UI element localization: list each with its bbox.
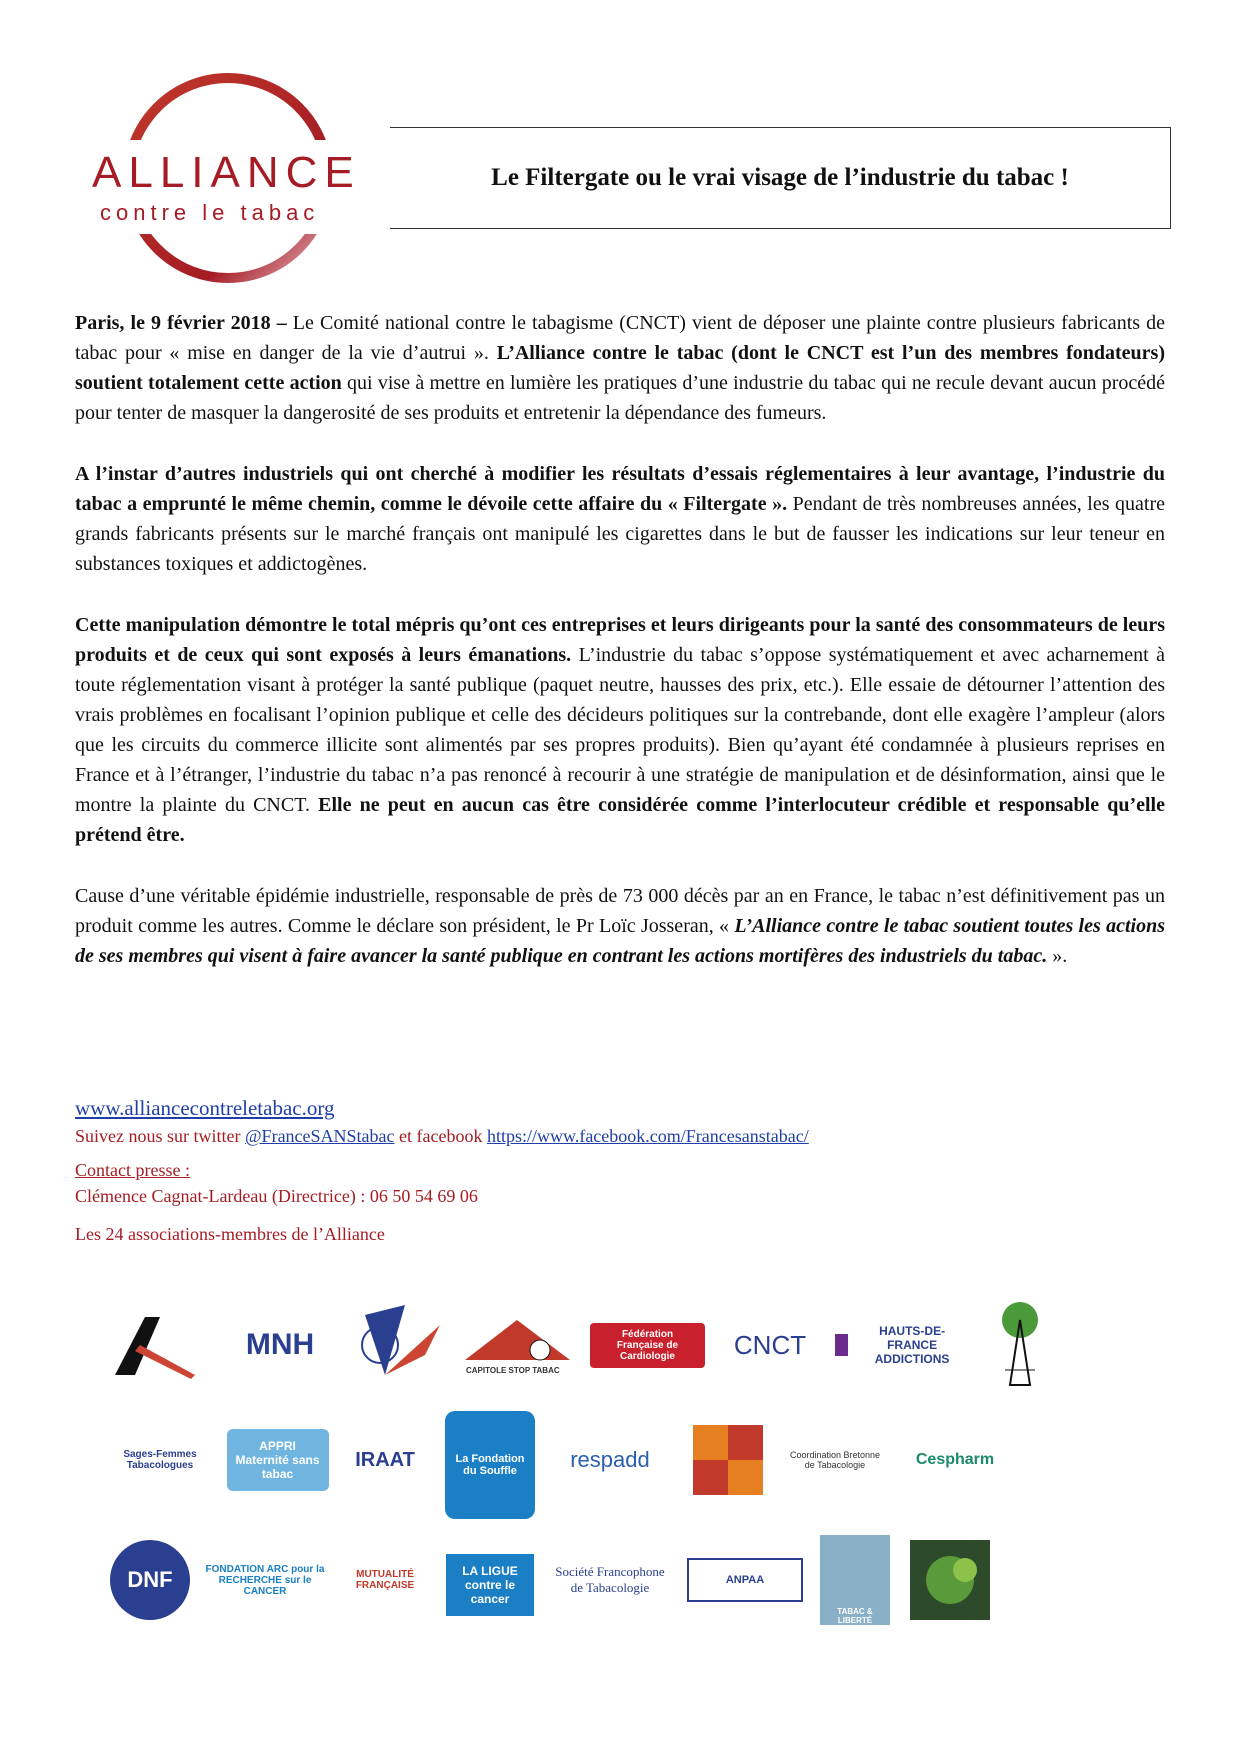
- p3-bold-2: Elle ne peut en aucun cas être considérée comme l’interlocuteur crédible et responsable qu’elle prétend être.: [75, 794, 1165, 846]
- contact-title: Contact presse :: [75, 1160, 190, 1180]
- paragraph-2: [75, 459, 1165, 579]
- logo-aat: [685, 1405, 770, 1515]
- twitter-link[interactable]: @FranceSANStabac: [244, 1126, 395, 1146]
- logos-row-1: [105, 1290, 1135, 1410]
- paragraph-4: [75, 881, 1165, 971]
- logo-cardiologie: [590, 1290, 705, 1400]
- forest-image-icon: [910, 1540, 990, 1620]
- logo-respadd: respadd: [570, 1447, 650, 1472]
- logo-hdf-addictions: HAUTS-DE-FRANCE ADDICTIONS: [835, 1290, 970, 1400]
- follow-prefix: Suivez nous sur twitter: [75, 1126, 245, 1146]
- p3-text-1: L’industrie du tabac s’oppose systématiquement et avec acharnement à toute réglementation visant à protéger la santé publique (paquet neutre, hausses des prix, etc.). Elle essaie de détourner l’attention des vrais problèmes en focalisant l’opinion publique et celle des décideurs politiques sur la contrebande, dont elle exagère l’ampleur (alors que les circuits du commerce illicite sont alimentés par ses propres produits). Bien qu’ayant été condamnée à plusieurs reprises en France et à l’étranger, l’industrie du tabac n’a pas renoncé à recourir à une stratégie de manipulation et de désinformation, ainsi que le montre la plainte du CNCT.: [75, 644, 1165, 816]
- airbn-icon: [105, 1305, 215, 1385]
- logo-souffle: La Fondation du Souffle: [445, 1405, 535, 1525]
- p3-bold-1: Cette manipulation démontre le total mépris qu’ont ces entreprises et leurs dirigeants pour la santé des consommateurs de leurs produits et de ceux qui sont exposés à leurs émanations.: [75, 614, 1165, 666]
- p1-bold-1: Paris, le 9 février 2018 –: [75, 312, 287, 334]
- paris-tower-icon: [990, 1300, 1050, 1390]
- title-box: [390, 127, 1171, 229]
- paragraph-3: [75, 610, 1165, 850]
- contact-section: [75, 1093, 1165, 1247]
- members-heading: Les 24 associations-membres de l’Alliance: [75, 1224, 385, 1244]
- logo-sages-femmes: Sages-Femmes Tabacologues: [123, 1449, 197, 1471]
- logo-anpaa: ANPAA: [685, 1525, 805, 1635]
- logo-la-ligue: LA LIGUE contre le cancer: [445, 1525, 535, 1645]
- svg-text:CAPITOLE STOP TABAC: CAPITOLE STOP TABAC: [466, 1366, 560, 1375]
- logo-airbn: [105, 1290, 215, 1400]
- p2-bold-1: A l’instar d’autres industriels qui ont cherché à modifier les résultats d’essais réglementaires à leur avantage, l’industrie du tabac a emprunté le même chemin, comme le dévoile cette affaire du « Filtergate ».: [75, 463, 1165, 515]
- logo-foret: [905, 1525, 995, 1635]
- capitole-icon: [460, 1315, 575, 1375]
- logo-word: ALLIANCE: [92, 148, 361, 197]
- ffsp-icon: [345, 1305, 445, 1385]
- page-title: Le Filtergate ou le vrai visage de l’industrie du tabac !: [491, 164, 1069, 191]
- logo-iraat: IRAAT: [355, 1448, 415, 1471]
- hdf-square-icon: [835, 1334, 848, 1356]
- logos-row-3: [105, 1525, 1135, 1645]
- website-link[interactable]: www.alliancecontreletabac.org: [75, 1096, 335, 1120]
- logo-ffsp: [340, 1290, 450, 1400]
- logo-paris-sans-tabac: [980, 1290, 1060, 1400]
- logo-subtitle: contre le tabac: [100, 200, 320, 225]
- alliance-logo: [78, 62, 368, 292]
- logo-bretagne: Coordination Bretonne de Tabacologie: [789, 1450, 881, 1470]
- p4-text-2: ».: [1047, 945, 1068, 967]
- logo-fondation-arc: FONDATION ARC pour la RECHERCHE sur le CANCER: [205, 1563, 325, 1597]
- follow-line: [75, 1123, 1165, 1149]
- contact-person: Clémence Cagnat-Lardeau (Directrice) : 06 50 54 69 06: [75, 1186, 478, 1206]
- logo-tabac-liberte: TABAC & LIBERTÉ: [815, 1525, 895, 1635]
- logos-row-2: [105, 1405, 1135, 1525]
- p4-quote: L’Alliance contre le tabac soutient toutes les actions de ses membres qui visent à faire avancer la santé publique en contrant les actions mortifères des industriels du tabac.: [75, 915, 1165, 967]
- logo-cnct: CNCT: [733, 1329, 807, 1360]
- logo-cespharm: Cespharm: [915, 1451, 995, 1468]
- member-logos: [105, 1290, 1135, 1710]
- logo-mutualite: MUTUALITÉ FRANÇAISE: [355, 1569, 415, 1591]
- logo-capitole: [460, 1290, 575, 1400]
- p1-text-2: qui vise à mettre en lumière les pratiques d’une industrie du tabac qui ne recule devant aucun procédé pour tenter de masquer la dangerosité de ses produits et entretenir la dépendance des fumeurs.: [75, 372, 1165, 424]
- p2-text-1: Pendant de très nombreuses années, les quatre grands fabricants présents sur le marché français ont manipulé les cigarettes dans le but de fausser les indications sur leur teneur en substances toxiques et addictogènes.: [75, 493, 1166, 575]
- press-release-body: [75, 308, 1165, 1002]
- cardiologie-label: Fédération Française de Cardiologie: [590, 1323, 705, 1368]
- logo-mnh: MNH: [245, 1328, 315, 1361]
- logo-dnf: DNF: [105, 1525, 195, 1635]
- logo-appri: APPRI Maternité sans tabac: [225, 1405, 330, 1515]
- logo-sft: Société Francophone de Tabacologie: [555, 1564, 665, 1595]
- p1-bold-2: L’Alliance contre le tabac (dont le CNCT est l’un des membres fondateurs) soutient totalement cette action: [75, 342, 1165, 394]
- p1-text-1: Le Comité national contre le tabagisme (CNCT) vient de déposer une plainte contre plusieurs fabricants de tabac pour « mise en danger de la vie d’autrui ».: [75, 312, 1165, 364]
- facebook-link[interactable]: https://www.facebook.com/Francesanstabac/: [486, 1126, 809, 1146]
- follow-mid: et facebook: [394, 1126, 487, 1146]
- p4-text-1: Cause d’une véritable épidémie industrielle, responsable de près de 73 000 décès par an en France, le tabac n’est définitivement pas un produit comme les autres. Comme le déclare son président, le Pr Loïc Josseran, «: [75, 885, 1165, 937]
- puzzle-icon: [688, 1420, 768, 1500]
- paragraph-1: [75, 308, 1165, 428]
